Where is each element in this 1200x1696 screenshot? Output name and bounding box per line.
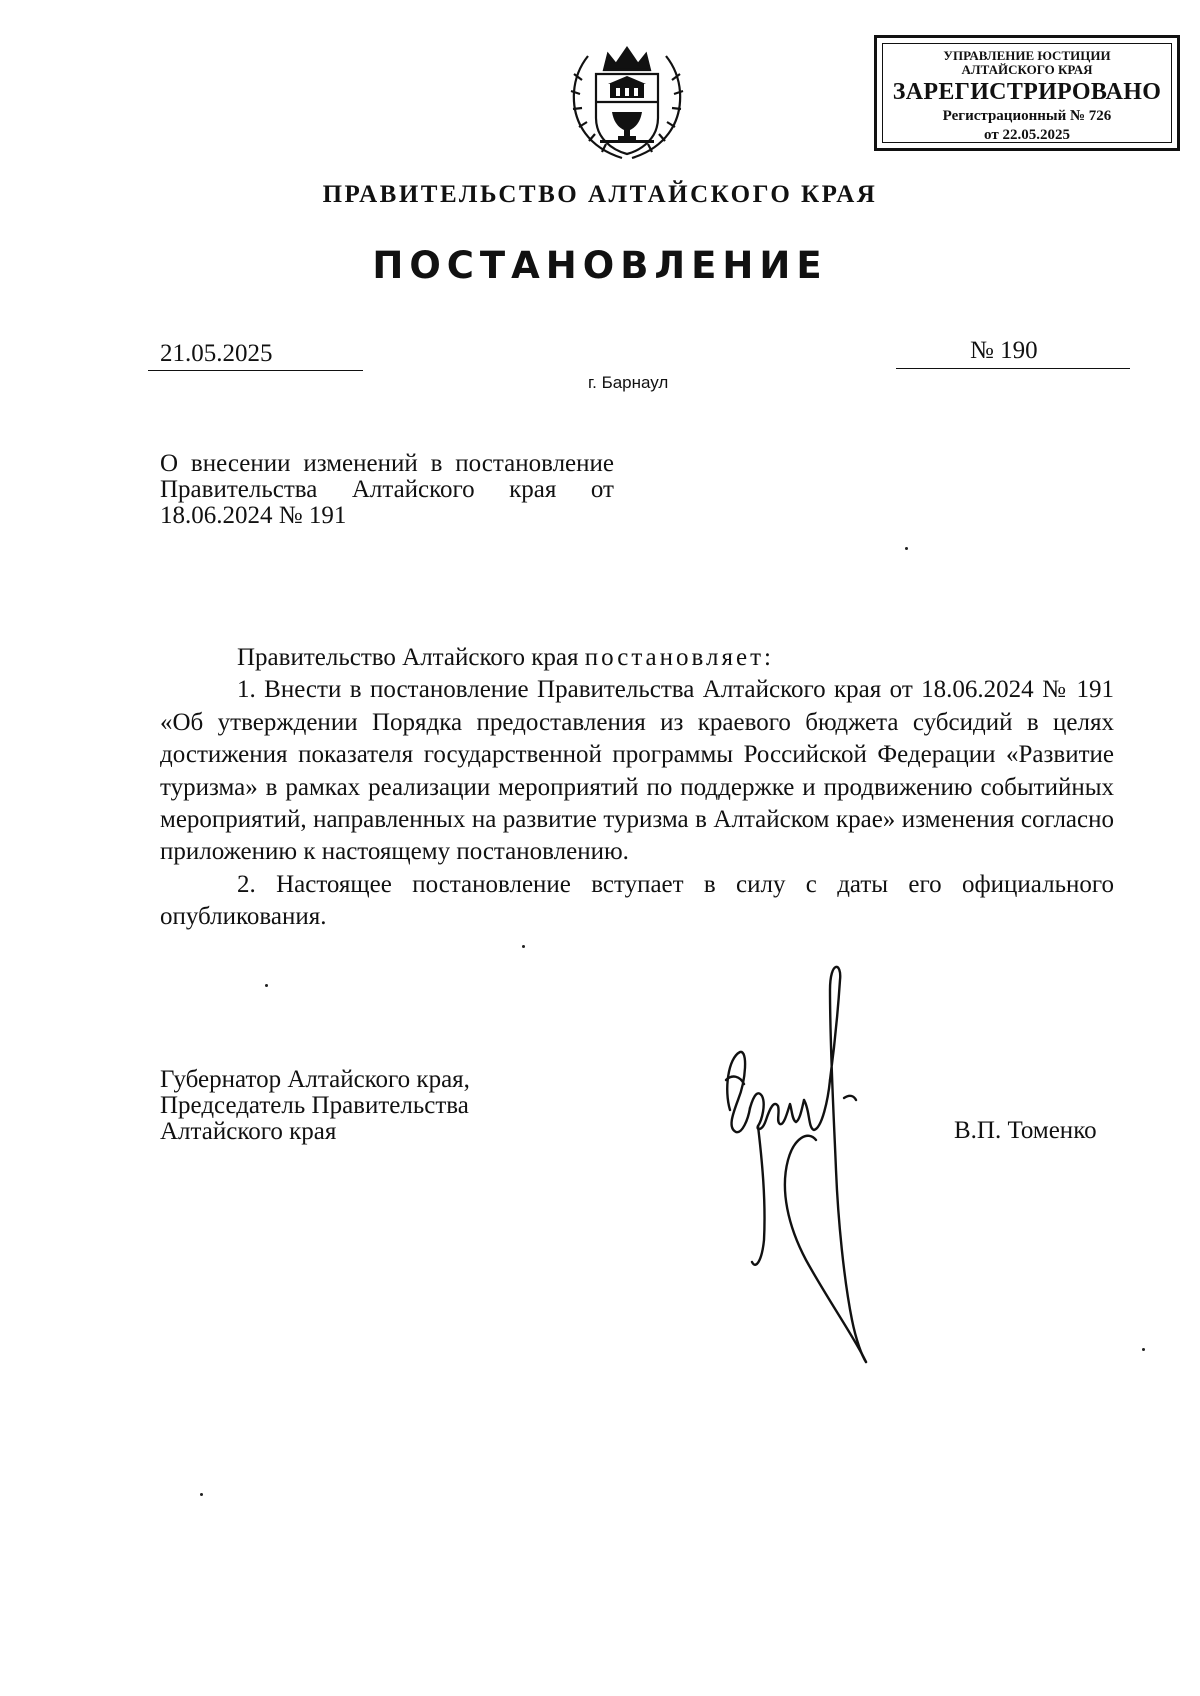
stamp-registration-date: от 22.05.2025 — [984, 127, 1070, 143]
scan-speck — [1142, 1348, 1145, 1351]
signer-name: В.П. Томенко — [954, 1117, 1097, 1144]
signer-title — [160, 1067, 470, 1145]
coat-of-arms-icon — [560, 40, 694, 164]
resolution-item-2: 2. Настоящее постановление вступает в силу с даты его официального опубликования. — [160, 870, 1114, 931]
signer-title-line1: Губернатор Алтайского края, — [160, 1066, 470, 1093]
registration-stamp-inner-frame — [882, 43, 1172, 143]
resolution-item-1: 1. Внести в постановление Правительства Алтайского края от 18.06.2024 № 191 «Об утверждении Порядка предоставления из краевого бюджета субсидий в целях достижения показателя государственной программы Российской Федерации «Развитие туризма» в рамках реализации мероприятий по поддержке и продвижению событийных мероприятий, направленных на развитие туризма в Алтайском крае» изменения согласно приложению к настоящему постановлению. — [160, 676, 1114, 866]
number-underline — [896, 368, 1130, 369]
document-type-title: ПОСТАНОВЛЕНИЕ — [372, 244, 828, 287]
document-city: г. Барнаул — [588, 373, 669, 392]
registration-stamp — [874, 35, 1180, 151]
scan-speck — [200, 1493, 203, 1496]
date-underline — [148, 370, 363, 371]
document-date: 21.05.2025 — [160, 340, 273, 367]
scan-speck — [905, 547, 908, 550]
stamp-registration-number: Регистрационный № 726 — [942, 108, 1112, 124]
stamp-status: ЗАРЕГИСТРИРОВАНО — [892, 79, 1162, 105]
document-subject: О внесении изменений в постановление Правительства Алтайского края от 18.06.2024 № 191 — [160, 450, 614, 529]
handwritten-signature-icon — [718, 960, 898, 1370]
stamp-authority-line1: УПРАВЛЕНИЕ ЮСТИЦИИ — [943, 48, 1111, 63]
scan-speck — [522, 945, 525, 948]
stamp-authority-line2: АЛТАЙСКОГО КРАЯ — [961, 62, 1093, 77]
government-title: ПРАВИТЕЛЬСТВО АЛТАЙСКОГО КРАЯ — [322, 181, 878, 208]
scan-speck — [265, 984, 268, 987]
resolution-intro — [160, 642, 1114, 674]
resolution-verb: постановляет: — [584, 644, 774, 671]
resolution-intro-prefix: Правительство Алтайского края — [237, 644, 585, 671]
document-body — [160, 642, 1114, 934]
document-number: № 190 — [970, 337, 1038, 364]
signer-title-line2: Председатель Правительства — [160, 1092, 469, 1119]
signer-title-line3: Алтайского края — [160, 1118, 337, 1145]
